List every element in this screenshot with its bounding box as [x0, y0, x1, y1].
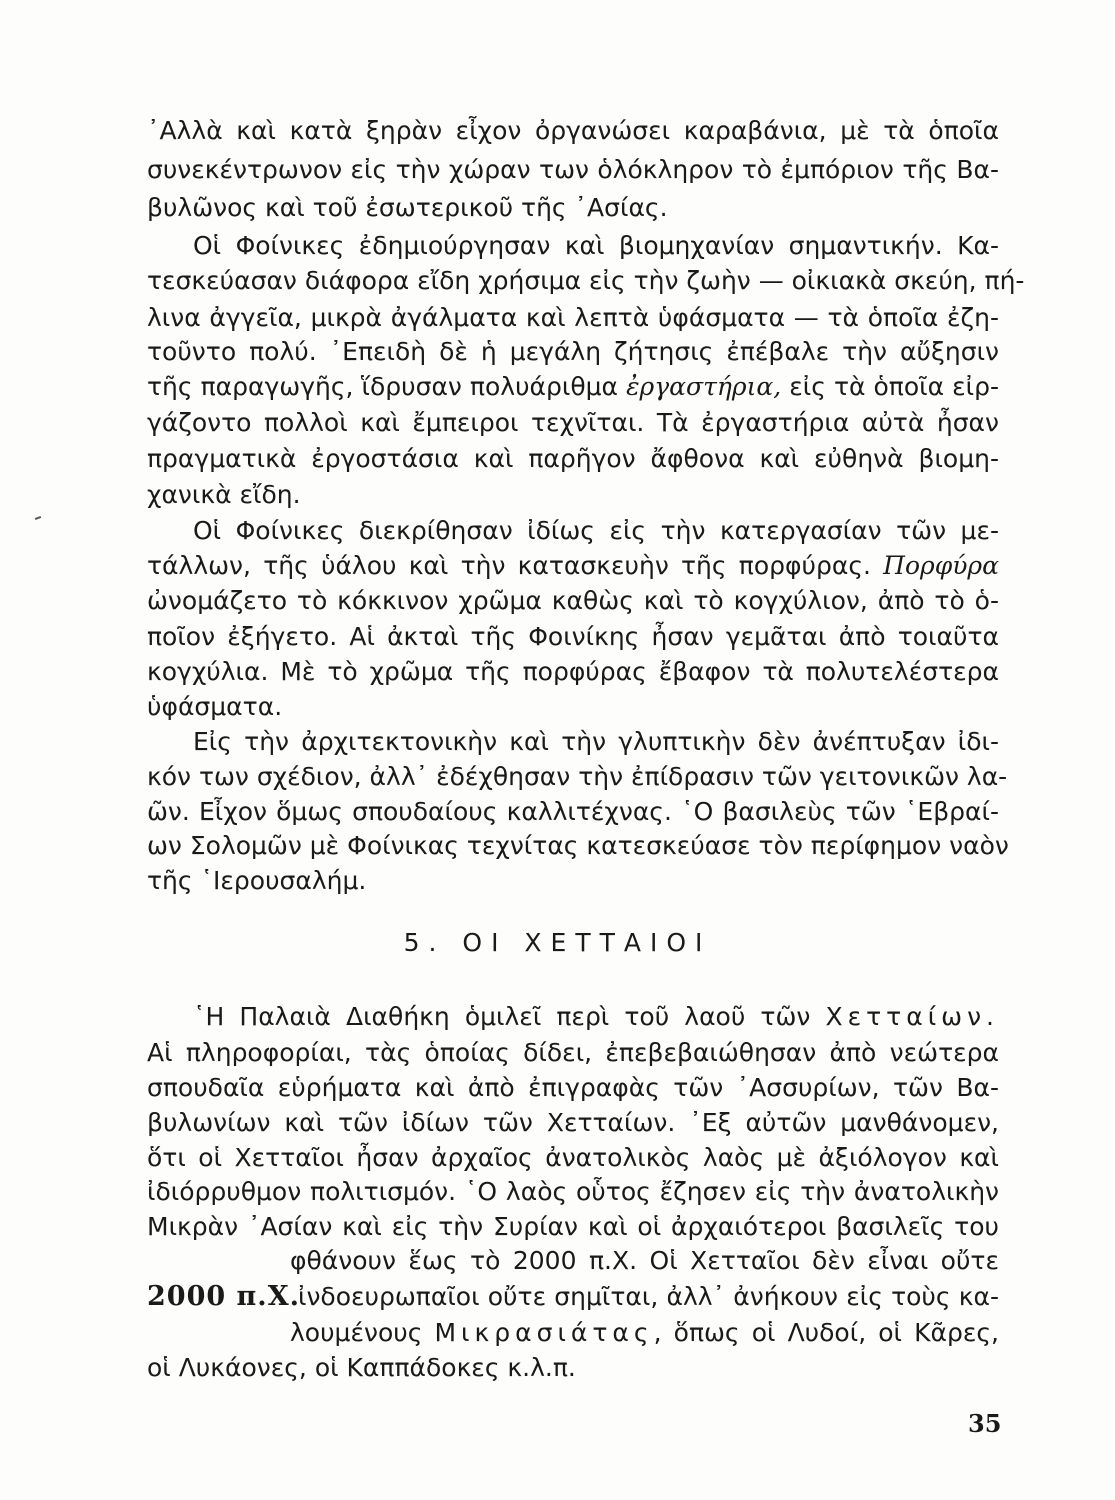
text-segment: λουμένους — [290, 1318, 435, 1347]
text-line: ων Σολομῶν μὲ Φοίνικας τεχνίτας κατεσκεύασε τὸν περίφημον ναὸν — [147, 831, 1009, 860]
text-line: τῆς παραγωγῆς, ἵδρυσαν πολυάριθμα ἐργαστήρια, εἰς τὰ ὁποῖα εἰρ- — [147, 372, 999, 401]
text-line: τεσκεύασαν διάφορα εἴδη χρήσιμα εἰς τὴν ζωὴν — οἰκιακὰ σκεύη, πή- — [147, 266, 1025, 295]
text-line: κόν των σχέδιον, ἀλλ᾿ ἐδέχθησαν τὴν ἐπίδρασιν τῶν γειτονικῶν λα- — [147, 762, 1008, 791]
text-line: οἱ Λυκάονες, οἱ Καππάδοκες κ.λ.π. — [147, 1353, 576, 1382]
text-line: συνεκέντρωνον εἰς τὴν χώραν των ὁλόκληρον τὸ ἐμπόριον τῆς Βα- — [147, 155, 999, 184]
text-segment: , ὅπως οἱ Λυδοί, οἱ Κᾶρες, — [653, 1318, 999, 1347]
text-line: Οἱ Φοίνικες ἐδημιούργησαν καὶ βιομηχανίαν σημαντικήν. Κα- — [193, 231, 999, 260]
text-line: ὠνομάζετο τὸ κόκκινον χρῶμα καθὼς καὶ τὸ κογχύλιον, ἀπὸ τὸ ὁ- — [147, 586, 999, 615]
text-line: ὑφάσματα. — [147, 692, 283, 721]
text-line: τάλλων, τῆς ὑάλου καὶ τὴν κατασκευὴν τῆς πορφύρας. Πορφύρα — [147, 551, 999, 580]
text-line: βυλωνίων καὶ τῶν ἰδίων τῶν Χετταίων. ᾿Εξ αὐτῶν μανθάνομεν, — [147, 1108, 999, 1137]
text-line: γάζοντο πολλοὶ καὶ ἔμπειροι τεχνῖται. Τὰ ἐργαστήρια αὐτὰ ἦσαν — [147, 408, 999, 437]
text-line: Οἱ Φοίνικες διεκρίθησαν ἰδίως εἰς τὴν κατεργασίαν τῶν με- — [193, 516, 999, 545]
text-line: Μικρὰν ᾿Ασίαν καὶ εἰς τὴν Συρίαν καὶ οἱ ἀρχαιότεροι βασιλεῖς του — [147, 1212, 999, 1241]
italic-term: Πορφύρα — [883, 551, 999, 580]
text-line: λινα ἀγγεῖα, μικρὰ ἀγάλματα καὶ λεπτὰ ὑφάσματα — τὰ ὁποῖα ἐζη- — [147, 303, 999, 332]
section-heading: 5. ΟΙ ΧΕΤΤΑΙΟΙ — [403, 928, 712, 957]
text-line: φθάνουν ἕως τὸ 2000 π.Χ. Οἱ Χετταῖοι δὲν εἶναι οὔτε — [290, 1246, 999, 1275]
text-line: πραγματικὰ ἐργοστάσια καὶ παρῆγον ἄφθονα καὶ εὐθηνὰ βιομη- — [147, 444, 999, 473]
margin-date-note: 2000 π.Χ. — [147, 1281, 301, 1312]
text-line: ᾿Αλλὰ καὶ κατὰ ξηρὰν εἶχον ὀργανώσει καραβάνια, μὲ τὰ ὁποῖα — [147, 116, 999, 145]
text-line: τῆς ῾Ιερουσαλήμ. — [147, 866, 367, 895]
text-line: βυλῶνος καὶ τοῦ ἐσωτερικοῦ τῆς ᾿Ασίας. — [147, 193, 668, 222]
text-line: σπουδαῖα εὑρήματα καὶ ἀπὸ ἐπιγραφὰς τῶν ᾿Ασσυρίων, τῶν Βα- — [147, 1073, 999, 1102]
text-line: χανικὰ εἴδη. — [147, 480, 301, 509]
page-number: 35 — [968, 1409, 1002, 1438]
text-line: ἰδιόρρυθμον πολιτισμόν. ῾Ο λαὸς οὗτος ἔζησεν εἰς τὴν ἀνατολικὴν — [147, 1177, 999, 1206]
text-line: ὅτι οἱ Χετταῖοι ἦσαν ἀρχαῖος ἀνατολικὸς λαὸς μὲ ἀξιόλογον καὶ — [147, 1143, 999, 1172]
text-line: Αἱ πληροφορίαι, τὰς ὁποίας δίδει, ἐπεβεβαιώθησαν ἀπὸ νεώτερα — [147, 1038, 999, 1067]
text-line — [290, 1318, 999, 1348]
spaced-term: Χετταίων. — [825, 1002, 999, 1031]
spaced-term: Μικρασιάτας — [434, 1318, 654, 1347]
margin-mark — [35, 516, 41, 520]
text-line — [193, 1002, 999, 1032]
text-line: ῶν. Εἶχον ὅμως σπουδαίους καλλιτέχνας. ῾Ο βασιλεὺς τῶν ῾Εβραί- — [147, 797, 999, 826]
text-line: ποῖον ἐξήγετο. Αἱ ἀκταὶ τῆς Φοινίκης ἦσαν γεμᾶται ἀπὸ τοιαῦτα — [147, 622, 999, 651]
text-line: τοῦντο πολύ. ᾿Επειδὴ δὲ ἡ μεγάλη ζήτησις ἐπέβαλε τὴν αὔξησιν — [147, 337, 999, 366]
italic-term: ἐργαστήρια, — [626, 372, 782, 401]
text-line: ἰνδοευρωπαῖοι οὔτε σημῖται, ἀλλ᾿ ἀνήκουν εἰς τοὺς κα- — [298, 1282, 999, 1311]
text-line: κογχύλια. Μὲ τὸ χρῶμα τῆς πορφύρας ἔβαφον τὰ πολυτελέστερα — [147, 657, 999, 686]
text-line: Εἰς τὴν ἀρχιτεκτονικὴν καὶ τὴν γλυπτικὴν δὲν ἀνέπτυξαν ἰδι- — [193, 727, 999, 756]
text-segment: ῾Η Παλαιὰ Διαθήκη ὁμιλεῖ περὶ τοῦ λαοῦ τῶν — [193, 1002, 826, 1031]
